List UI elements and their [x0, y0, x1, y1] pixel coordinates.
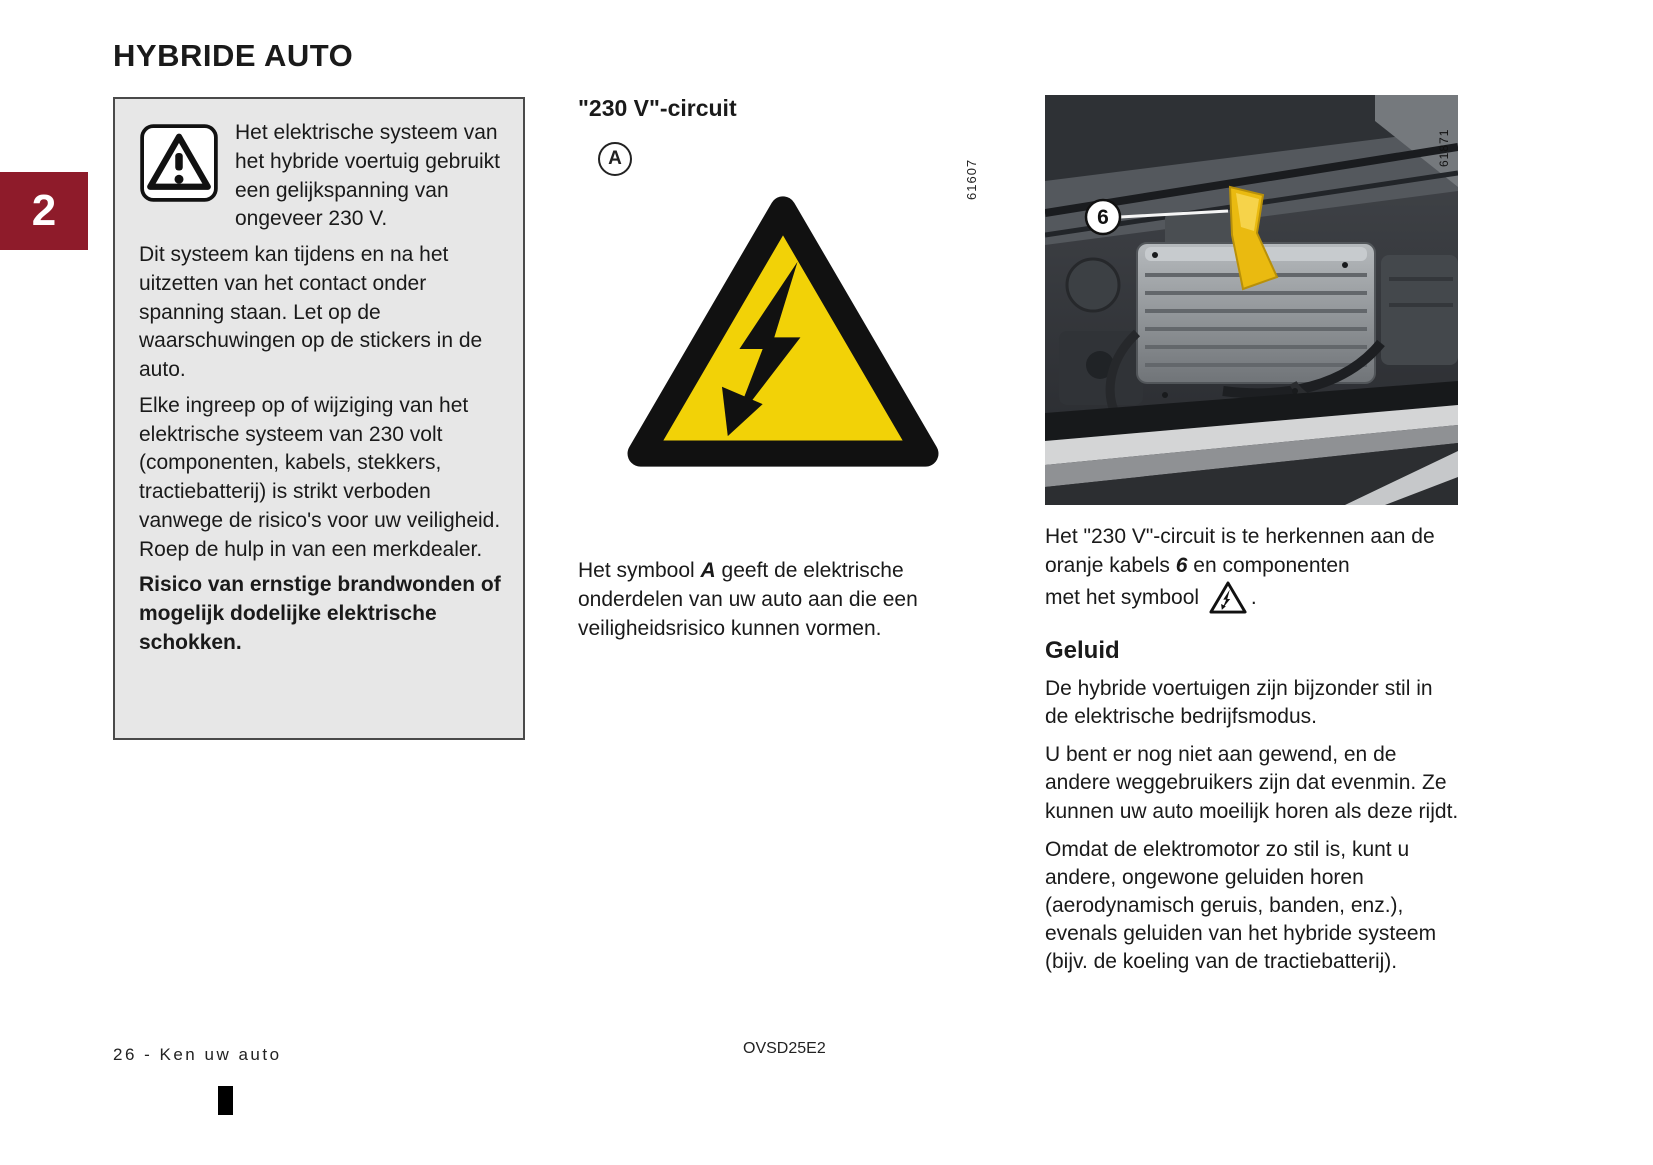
chapter-tab: [0, 172, 88, 250]
sound-paragraph-3: Omdat de elektromotor zo stil is, kunt u andere, ongewone geluiden horen (aerodynamisch geruis, banden, enz.), evenals geluiden van het hybride systeem (bijv. de koeling van de tractiebatterij).: [1045, 837, 1437, 974]
callout-a-letter: A: [608, 148, 622, 169]
high-voltage-symbol-icon: [1208, 580, 1248, 615]
high-voltage-triangle-graphic: [623, 192, 943, 471]
photo-section: [1045, 95, 1460, 976]
binding-print-mark: [218, 1086, 233, 1115]
warning-paragraph-3: Elke ingreep op of wijziging van het elektrische systeem van 230 volt (componenten, kabels, stekkers, tractiebatterij) is strikt verboden vanwege de risico's voor uw veiligheid. Roep de hulp in van een merkdealer.: [139, 393, 501, 561]
warning-paragraph-bold: Risico van ernstige brandwonden of mogelijk dodelijke elektrische schokken.: [139, 573, 501, 655]
photo-caption-number-ref: 6: [1175, 553, 1188, 577]
chapter-number: 2: [31, 186, 57, 235]
exclamation-triangle-icon: [139, 123, 219, 203]
circuit-heading: "230 V"-circuit: [578, 95, 737, 121]
page-title: HYBRIDE AUTO: [113, 38, 354, 73]
footer-document-code: OVSD25E2: [743, 1040, 826, 1057]
sound-heading: Geluid: [1045, 637, 1120, 665]
sound-paragraph-2: U bent er nog niet aan gewend, en de andere weggebruikers zijn dat evenmin. Ze kunnen uw auto moeilijk horen als deze rijdt.: [1045, 743, 1459, 823]
engine-bay-photo: [1045, 95, 1458, 505]
circuit-caption-pre: Het symbool: [578, 559, 701, 582]
circuit-caption-symbol-ref: A: [700, 559, 716, 582]
circuit-caption: [578, 557, 968, 644]
circuit-section: [578, 95, 973, 644]
photo-caption-line2-post: .: [1250, 586, 1257, 610]
photo-caption-line2-pre: met het symbool: [1045, 586, 1205, 610]
figure-number-61607: 61607: [964, 158, 979, 200]
photo-caption: [1045, 523, 1460, 615]
footer-page-label: 26 - Ken uw auto: [113, 1045, 282, 1064]
circuit-caption-post: geeft de elektrische onderdelen van uw auto aan die een veiligheidsrisico kunnen vormen.: [578, 559, 918, 640]
warning-paragraph-2: Dit systeem kan tijdens en na het uitzetten van het contact onder spanning staan. Let op de waarschuwingen op de stickers in de auto.: [139, 243, 483, 382]
photo-caption-mid: en componenten: [1187, 553, 1350, 577]
sound-paragraph-1: De hybride voertuigen zijn bijzonder stil in de elektrische bedrijfsmodus.: [1045, 677, 1433, 729]
callout-a: [598, 142, 632, 176]
exclamation-triangle-graphic: [139, 123, 219, 203]
callout-6-number: 6: [1097, 206, 1109, 229]
figure-number-61871: 61871: [1437, 128, 1451, 167]
warning-paragraph-1: Het elektrische systeem van het hybride voertuig gebruikt een gelijkspanning van ongeveer 230 V.: [235, 121, 500, 231]
photo-caption-pre: Het "230 V"-circuit is te herkennen aan de oranje kabels: [1045, 525, 1435, 577]
warning-box: [113, 97, 525, 740]
